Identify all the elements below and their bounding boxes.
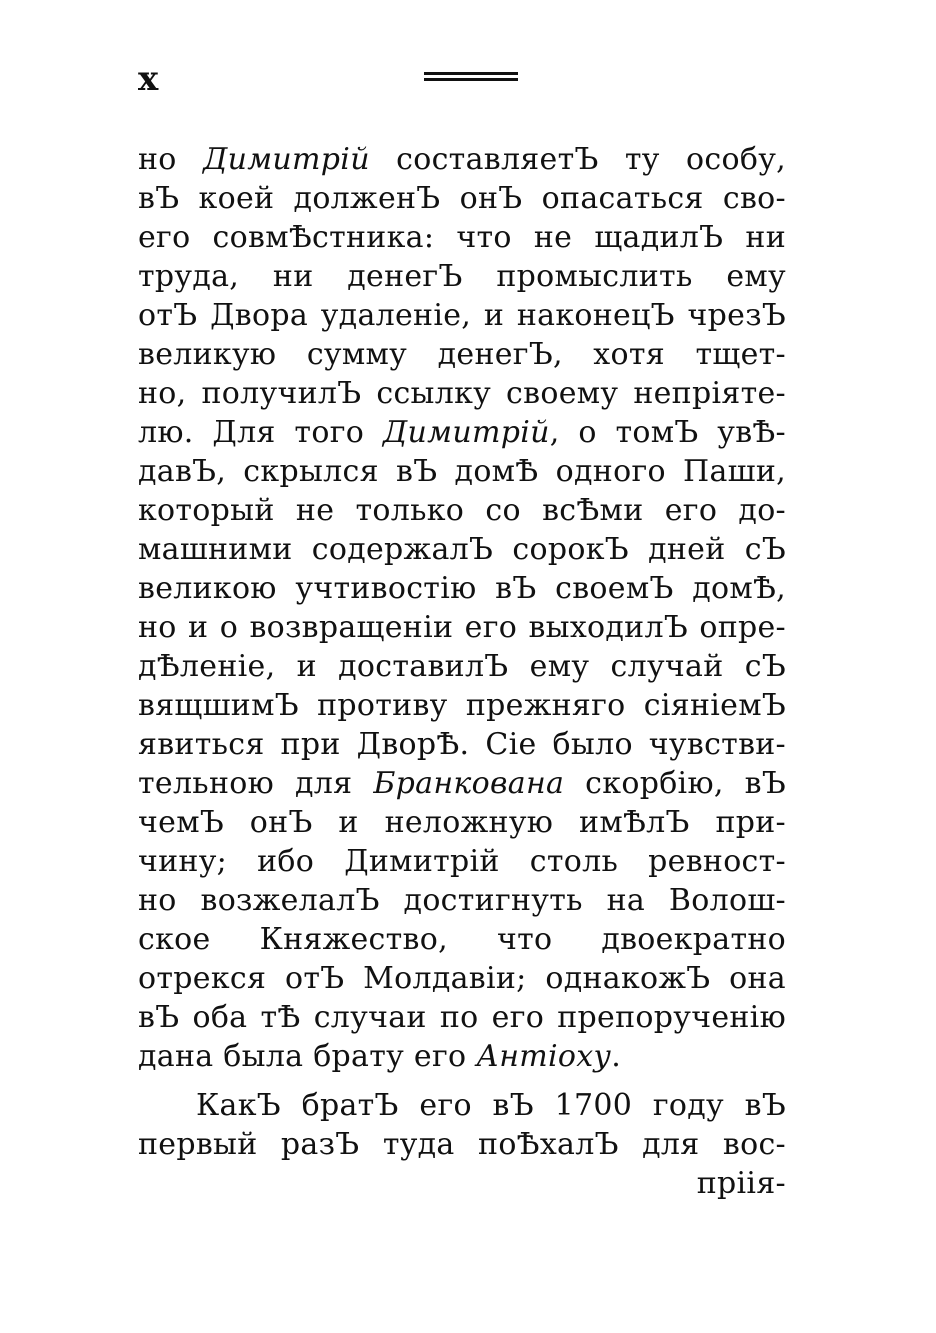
text-line bbox=[138, 140, 786, 179]
text-line bbox=[138, 452, 786, 491]
text-run: но и о возвращеніи его выходилЪ опре- bbox=[138, 610, 786, 645]
text-line bbox=[138, 608, 786, 647]
catchword: пріія- bbox=[696, 1166, 786, 1201]
italic-name: Димитрій bbox=[202, 142, 370, 177]
text-line bbox=[138, 647, 786, 686]
text-run: вЪ коей долженЪ онЪ опасаться сво- bbox=[138, 181, 786, 216]
text-run: тельною для bbox=[138, 766, 374, 801]
text-line bbox=[138, 764, 786, 803]
paragraph-2 bbox=[138, 1086, 786, 1164]
text-line bbox=[138, 959, 786, 998]
text-line bbox=[138, 1037, 786, 1076]
text-run: который не только со всѢми его до- bbox=[138, 493, 786, 528]
body-text bbox=[138, 140, 786, 1203]
text-run: великую сумму денегЪ, хотя тщет- bbox=[138, 337, 786, 372]
text-run: первый разЪ туда поѢхалЪ для вос- bbox=[138, 1127, 786, 1162]
text-line bbox=[138, 335, 786, 374]
text-run: скорбію, вЪ bbox=[564, 766, 786, 801]
text-run: . bbox=[611, 1039, 622, 1074]
page-number: x bbox=[138, 59, 159, 99]
text-line bbox=[138, 842, 786, 881]
paragraph-1 bbox=[138, 140, 786, 1076]
italic-name: Антіоху bbox=[476, 1039, 612, 1074]
text-run: чину; ибо Димитрій столь ревност- bbox=[138, 844, 786, 879]
italic-name: Димитрій bbox=[382, 415, 550, 450]
text-run: но bbox=[138, 142, 203, 177]
text-run: явиться при ДворѢ. Сіе было чувстви- bbox=[138, 727, 786, 762]
text-line bbox=[138, 569, 786, 608]
text-run: давЪ, скрылся вЪ домѢ одного Паши, bbox=[138, 454, 786, 489]
text-line bbox=[138, 257, 786, 296]
text-line bbox=[138, 1086, 786, 1125]
text-line bbox=[138, 530, 786, 569]
text-line bbox=[138, 686, 786, 725]
text-run: дѢленіе, и доставилЪ ему случай сЪ bbox=[138, 649, 786, 684]
text-run: машними содержалЪ сорокЪ дней сЪ bbox=[138, 532, 786, 567]
text-run: но, получилЪ ссылку своему непріяте- bbox=[138, 376, 786, 411]
text-line bbox=[138, 725, 786, 764]
text-run: но возжелалЪ достигнуть на Волош- bbox=[138, 883, 786, 918]
text-run: вящшимЪ противу прежняго сіяніемЪ bbox=[138, 688, 786, 723]
text-line bbox=[138, 803, 786, 842]
text-line bbox=[138, 920, 786, 959]
text-run: отЪ Двора удаленіе, и наконецЪ чрезЪ bbox=[138, 298, 786, 333]
text-line bbox=[138, 881, 786, 920]
text-run: , о томЪ увѢ- bbox=[549, 415, 786, 450]
text-line bbox=[138, 179, 786, 218]
text-line bbox=[138, 296, 786, 335]
italic-name: Бранкована bbox=[373, 766, 565, 801]
text-line bbox=[138, 491, 786, 530]
text-run: великою учтивостію вЪ своемЪ домѢ, bbox=[138, 571, 786, 606]
text-line bbox=[138, 998, 786, 1037]
text-line bbox=[138, 413, 786, 452]
text-run: КакЪ братЪ его вЪ 1700 году вЪ bbox=[196, 1088, 786, 1123]
text-line bbox=[138, 374, 786, 413]
text-run: составляетЪ ту особу, bbox=[369, 142, 786, 177]
text-run: лю. Для того bbox=[138, 415, 383, 450]
text-run: труда, ни денегЪ промыслить ему bbox=[138, 259, 786, 294]
text-line bbox=[138, 218, 786, 257]
text-run: дана была брату его bbox=[138, 1039, 477, 1074]
text-run: ское Княжество, что двоекратно bbox=[138, 922, 786, 957]
text-run: чемЪ онЪ и неложную имѢлЪ при- bbox=[138, 805, 786, 840]
text-run: отрекся отЪ Молдавіи; однакожЪ она bbox=[138, 961, 786, 996]
text-line bbox=[138, 1125, 786, 1164]
header-double-rule bbox=[424, 72, 518, 84]
text-run: вЪ оба тѢ случаи по его препорученію bbox=[138, 1000, 786, 1035]
text-run: его совмѢстника: что не щадилЪ ни bbox=[138, 220, 786, 255]
